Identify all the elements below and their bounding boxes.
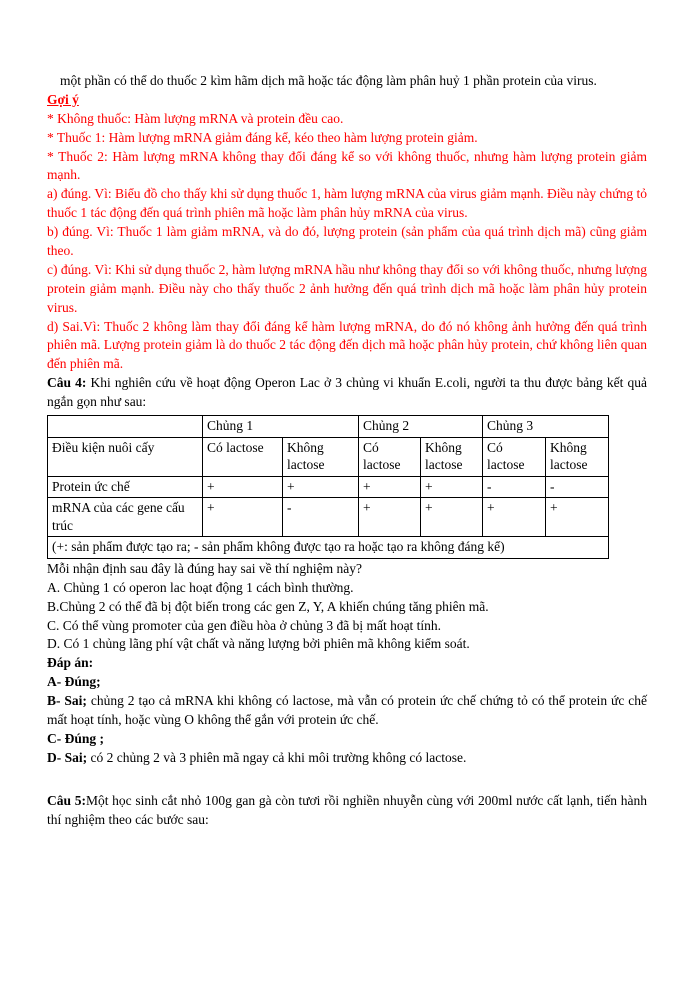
footnote-row bbox=[48, 537, 609, 559]
value-cell: - bbox=[483, 476, 546, 498]
question-prompt: Mỗi nhận định sau đây là đúng hay sai về thí nghiệm này? bbox=[47, 560, 362, 576]
question5-text: Một học sinh cắt nhỏ 100g gan gà còn tươi rồi nghiền nhuyễn cùng với 200ml nước cất lạnh, tiến hành thí nghiệm theo các bước sau: bbox=[47, 792, 647, 827]
value-cell: + bbox=[283, 476, 359, 498]
value-cell: + bbox=[546, 498, 609, 537]
answer-line-c bbox=[47, 730, 647, 749]
condition-cell: Có lactose bbox=[359, 437, 421, 476]
condition-row bbox=[48, 437, 609, 476]
question4-paragraph bbox=[47, 374, 647, 412]
blank-line bbox=[47, 768, 647, 792]
table-row bbox=[48, 498, 609, 537]
condition-cell: Có lactose bbox=[203, 437, 283, 476]
value-cell: + bbox=[359, 476, 421, 498]
condition-cell: Không lactose bbox=[283, 437, 359, 476]
row-label-cell: mRNA của các gene cấu trúc bbox=[48, 498, 203, 537]
value-cell: + bbox=[483, 498, 546, 537]
strain-header-row bbox=[48, 416, 609, 438]
condition-cell: Có lactose bbox=[483, 437, 546, 476]
hint-heading bbox=[47, 91, 647, 110]
question5-label: Câu 5: bbox=[47, 792, 86, 808]
value-cell: + bbox=[203, 476, 283, 498]
answer-heading: Đáp án: bbox=[47, 655, 94, 671]
results-table bbox=[47, 415, 609, 559]
value-cell: - bbox=[546, 476, 609, 498]
value-cell: + bbox=[421, 498, 483, 537]
strain-header-cell: Chủng 3 bbox=[483, 416, 609, 438]
answer-label: C- Đúng ; bbox=[47, 730, 105, 746]
hint-line: * Không thuốc: Hàm lượng mRNA và protein đều cao. bbox=[47, 110, 344, 126]
hint-line: c) đúng. Vì: Khi sử dụng thuốc 2, hàm lượng mRNA hầu như không thay đổi so với không thuốc, nhưng lượng protein giảm mạnh. Điều này cho thấy thuốc 2 ảnh hưởng đến quá trình dịch mã hoặc làm phân hủy protein virus. bbox=[47, 261, 647, 315]
answer-line-b bbox=[47, 692, 647, 730]
answer-text: chủng 2 tạo cả mRNA khi không có lactose, mà vẫn có protein ức chế chứng tỏ có thể protein ức chế mất hoạt tính, hoặc vùng O không thể gắn với protein ức chế. bbox=[47, 693, 647, 727]
hint-line: b) đúng. Vì: Thuốc 1 làm giảm mRNA, và do đó, lượng protein (sản phẩm của quá trình dịch mã) cũng giảm theo. bbox=[47, 224, 647, 259]
value-cell: + bbox=[359, 498, 421, 537]
question5-paragraph bbox=[47, 792, 647, 830]
hint-line: d) Sai.Vì: Thuốc 2 không làm thay đổi đáng kể hàm lượng mRNA, do đó nó không ảnh hưởng đến quá trình phiên mã. Lượng protein giảm là do thuốc 2 tác động đến dịch mã hoặc phân hủy protein, chứ không liên quan đến phiên mã. bbox=[47, 318, 647, 372]
value-cell: - bbox=[283, 498, 359, 537]
value-cell: + bbox=[203, 498, 283, 537]
option-b: B.Chủng 2 có thể đã bị đột biến trong các gen Z, Y, A khiến chúng tăng phiên mã. bbox=[47, 598, 489, 614]
answer-label: B- Sai; bbox=[47, 693, 87, 709]
condition-label-cell: Điều kiện nuôi cấy bbox=[48, 437, 203, 476]
question4-label: Câu 4: bbox=[47, 375, 87, 391]
answer-line-a bbox=[47, 673, 647, 692]
condition-cell: Không lactose bbox=[546, 437, 609, 476]
answer-text: có 2 chủng 2 và 3 phiên mã ngay cả khi môi trường không có lactose. bbox=[87, 749, 467, 765]
strain-header-cell: Chủng 2 bbox=[359, 416, 483, 438]
option-d: D. Có 1 chủng lãng phí vật chất và năng lượng bởi phiên mã không kiểm soát. bbox=[47, 636, 470, 652]
table-row bbox=[48, 476, 609, 498]
hint-line: * Thuốc 1: Hàm lượng mRNA giảm đáng kể, kéo theo hàm lượng protein giảm. bbox=[47, 129, 478, 145]
intro-paragraph: một phần có thể do thuốc 2 kìm hãm dịch mã hoặc tác động làm phân huỷ 1 phần protein của virus. bbox=[60, 73, 597, 88]
option-c: C. Có thể vùng promoter của gen điều hòa ở chủng 3 đã bị mất hoạt tính. bbox=[47, 617, 442, 633]
answer-label: A- Đúng; bbox=[47, 674, 101, 690]
hint-line: * Thuốc 2: Hàm lượng mRNA không thay đổi đáng kể so với không thuốc, nhưng hàm lượng protein giảm mạnh. bbox=[47, 148, 647, 183]
hint-heading-text: Gợi ý bbox=[47, 91, 79, 107]
strain-header-cell: Chủng 1 bbox=[203, 416, 359, 438]
option-a: A. Chủng 1 có operon lac hoạt động 1 cách bình thường. bbox=[47, 579, 354, 595]
row-label-cell: Protein ức chế bbox=[48, 476, 203, 498]
hint-line: a) đúng. Vì: Biểu đồ cho thấy khi sử dụng thuốc 1, hàm lượng mRNA của virus giảm mạnh. Điều này chứng tỏ thuốc 1 tác động đến quá trình phiên mã hoặc làm phân hủy mRNA của virus. bbox=[47, 186, 647, 221]
footnote-cell: (+: sản phẩm được tạo ra; - sản phẩm không được tạo ra hoặc tạo ra không đáng kể) bbox=[48, 537, 609, 559]
empty-header-cell bbox=[48, 416, 203, 438]
condition-cell: Không lactose bbox=[421, 437, 483, 476]
question4-text: Khi nghiên cứu về hoạt động Operon Lac ở 3 chủng vi khuẩn E.coli, người ta thu được bảng kết quả ngắn gọn như sau: bbox=[47, 375, 647, 410]
answer-label: D- Sai; bbox=[47, 749, 88, 765]
value-cell: + bbox=[421, 476, 483, 498]
answer-line-d bbox=[47, 749, 647, 768]
